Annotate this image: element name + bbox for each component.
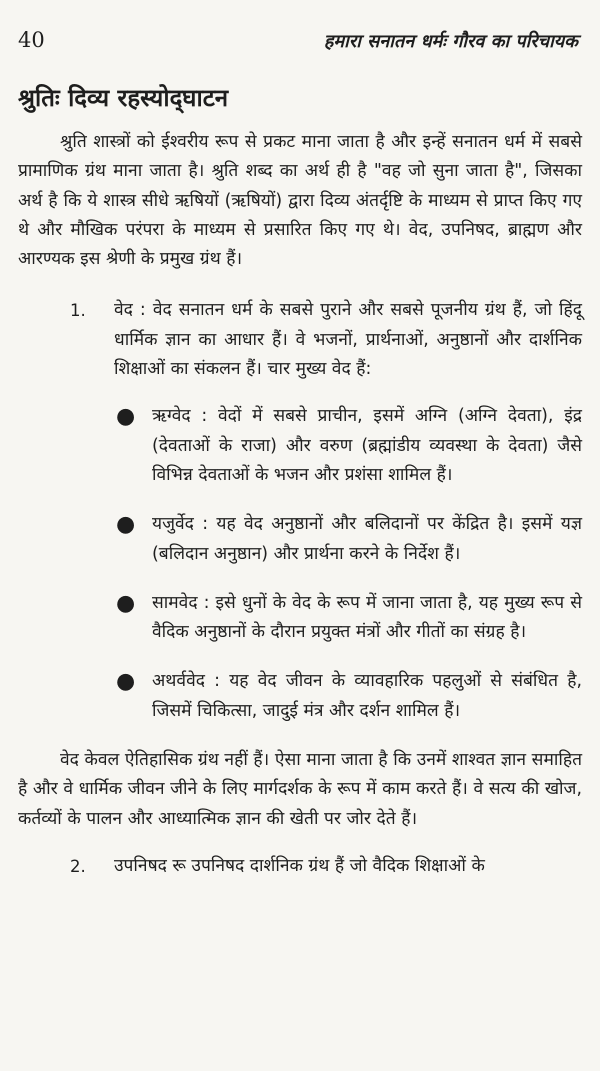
numbered-item-upanishads: [18, 852, 582, 881]
item-text: उपनिषद रू उपनिषद दार्शनिक ग्रंथ हैं जो वैदिक शिक्षाओं के: [114, 855, 485, 876]
page-number: 40: [18, 28, 45, 52]
running-title: हमारा सनातन धर्मः गौरव का परिचायक: [323, 31, 578, 52]
bullet-text: अथर्ववेद : यह वेद जीवन के व्यावहारिक पहलुओं से संबंधित है, जिसमें चिकित्सा, जादुई मंत्र और दर्शन शामिल हैं।: [152, 671, 582, 721]
list-item: [116, 589, 582, 648]
numbered-item-vedas: [18, 296, 582, 384]
list-item: [116, 667, 582, 726]
list-item: [116, 402, 582, 490]
section-heading: श्रुतिः दिव्य रहस्योद्‌घाटन: [18, 84, 229, 112]
intro-paragraph: श्रुति शास्त्रों को ईश्वरीय रूप से प्रकट माना जाता है और इन्हें सनातन धर्म में सबसे प्रामाणिक ग्रंथ माना जाता है। श्रुति शब्द का अर्थ ही है "वह जो सुना जाता है", जिसका अर्थ है कि ये शास्त्र सीधे ऋषियों (ऋषियों) द्वारा दिव्य अंतर्दृष्टि के माध्यम से प्राप्त किए गए थे और मौखिक परंपरा के माध्यम से प्रसारित किए गए थे। वेद, उपनिषद, ब्राह्मण और आरण्यक इस श्रेणी के प्रमुख ग्रंथ हैं।: [18, 132, 582, 270]
list-item: [116, 510, 582, 569]
vedas-bullet-list: [18, 402, 582, 726]
bullet-text: ऋग्वेद : वेदों में सबसे प्राचीन, इसमें अग्नि (अग्नि देवता), इंद्र (देवताओं के राजा) और वरुण (ब्रह्मांडीय व्यवस्था के देवता) जैसे विभिन्न देवताओं के भजन और प्रशंसा शामिल हैं।: [152, 406, 582, 485]
second-paragraph: वेद केवल ऐतिहासिक ग्रंथ नहीं हैं। ऐसा माना जाता है कि उनमें शाश्वत ज्ञान समाहित है और वे धार्मिक जीवन जीने के लिए मार्गदर्शक के रूप में काम करते हैं। वे सत्य की खोज, कर्तव्यों के पालन और आध्यात्मिक ज्ञान की खेती पर जोर देते हैं।: [18, 750, 582, 829]
item-number: 2.: [70, 856, 86, 876]
bullet-icon: ●: [116, 404, 136, 430]
bullet-icon: ●: [116, 669, 136, 695]
bullet-icon: ●: [116, 590, 136, 616]
running-header: [18, 28, 582, 58]
bullet-text: यजुर्वेद : यह वेद अनुष्ठानों और बलिदानों पर केंद्रित है। इसमें यज्ञ (बलिदान अनुष्ठान) और प्रार्थना करने के निर्देश हैं।: [152, 514, 582, 564]
item-text: वेद : वेद सनातन धर्म के सबसे पुराने और सबसे पूजनीय ग्रंथ हैं, जो हिंदू धार्मिक ज्ञान का आधार हैं। वे भजनों, प्रार्थनाओं, अनुष्ठानों और दार्शनिक शिक्षाओं का संकलन हैं। चार मुख्य वेद हैं:: [114, 300, 582, 380]
item-number: 1.: [70, 301, 86, 321]
bullet-text: सामवेद : इसे धुनों के वेद के रूप में जाना जाता है, यह मुख्य रूप से वैदिक अनुष्ठानों के दौरान प्रयुक्त मंत्रों और गीतों का संग्रह है।: [152, 592, 582, 643]
bullet-icon: ●: [116, 512, 136, 538]
